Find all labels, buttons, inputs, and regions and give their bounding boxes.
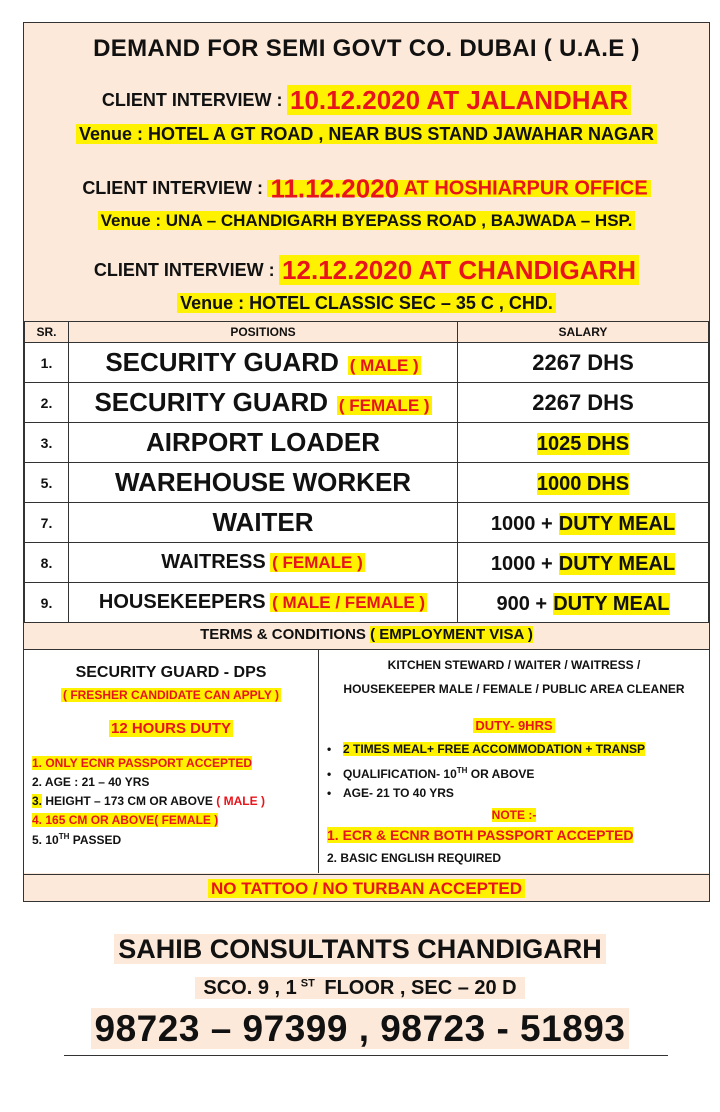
interview-date-where: 12.12.2020 AT CHANDIGARH: [279, 255, 639, 285]
venue-chandigarh: Venue : HOTEL CLASSIC SEC – 35 C , CHD.: [24, 293, 709, 314]
left-duty: 12 HOURS DUTY: [110, 720, 232, 737]
cond-female-height: 4. 165 CM OR ABOVE( FEMALE ): [32, 813, 219, 827]
interview-date-where: 10.12.2020 AT JALANDHAR: [287, 85, 631, 115]
row-sr: 7.: [25, 503, 69, 543]
row-sr: 5.: [25, 463, 69, 503]
interview-chandigarh: [24, 255, 709, 286]
company-name: SAHIB CONSULTANTS CHANDIGARH: [0, 934, 720, 965]
row-salary: 2267 DHS: [458, 383, 709, 423]
note-label: NOTE :-: [491, 808, 537, 822]
list-item: • AGE- 21 TO 40 YRS: [327, 782, 645, 804]
cond-passed: 5. 10TH PASSED: [32, 832, 122, 847]
row-salary: 1000 DHS: [458, 463, 709, 503]
footer-divider: [64, 1055, 668, 1056]
row-sr: 8.: [25, 543, 69, 583]
row-salary: 1025 DHS: [458, 423, 709, 463]
positions-table: [24, 321, 709, 623]
row-sr: 3.: [25, 423, 69, 463]
venue-jalandhar: Venue : HOTEL A GT ROAD , NEAR BUS STAND JAWAHAR NAGAR: [24, 124, 709, 145]
poster-frame: [23, 22, 710, 902]
table-row: [25, 503, 709, 543]
kitchen-staff-conditions: [319, 650, 709, 873]
note-item-1: 1. ECR & ECNR BOTH PASSPORT ACCEPTED: [327, 827, 634, 843]
left-subtitle: ( FRESHER CANDIDATE CAN APPLY ): [62, 688, 280, 702]
table-row: [25, 423, 709, 463]
table-row: [25, 543, 709, 583]
row-position: WAREHOUSE WORKER: [69, 463, 458, 503]
row-position: WAITER: [69, 503, 458, 543]
row-salary: 900 + DUTY MEAL: [458, 583, 709, 623]
table-header-row: [25, 322, 709, 343]
row-sr: 1.: [25, 343, 69, 383]
table-row: [25, 343, 709, 383]
interview-label: CLIENT INTERVIEW :: [82, 178, 263, 198]
interview-hoshiarpur: [24, 173, 709, 204]
table-row: [25, 583, 709, 623]
security-guard-conditions: [24, 650, 319, 873]
interview-jalandhar: [24, 85, 709, 116]
left-title: SECURITY GUARD - DPS: [75, 664, 267, 681]
restriction-banner: NO TATTOO / NO TURBAN ACCEPTED: [24, 874, 709, 903]
right-title-line1: KITCHEN STEWARD / WAITER / WAITRESS /: [387, 658, 641, 672]
cond-age: 2. AGE : 21 – 40 YRS: [32, 775, 150, 789]
row-salary: 1000 + DUTY MEAL: [458, 503, 709, 543]
row-position: AIRPORT LOADER: [69, 423, 458, 463]
table-row: [25, 383, 709, 423]
venue-hoshiarpur: Venue : UNA – CHANDIGARH BYEPASS ROAD , BAJWADA – HSP.: [24, 211, 709, 231]
company-address: SCO. 9 , 1 $^{ST}$ FLOOR , SEC – 20 D: [0, 977, 720, 1000]
row-position: SECURITY GUARD ( MALE ): [69, 343, 458, 383]
page-title: DEMAND FOR SEMI GOVT CO. DUBAI ( U.A.E ): [93, 35, 640, 62]
terms-heading: TERMS & CONDITIONS ( EMPLOYMENT VISA ): [24, 621, 709, 650]
right-duty: DUTY- 9HRS: [475, 718, 553, 733]
note-item-2: 2. BASIC ENGLISH REQUIRED: [327, 851, 502, 865]
header-sr: SR.: [25, 322, 69, 343]
contact-phones: 98723 – 97399 , 98723 - 51893: [0, 1008, 720, 1050]
table-row: [25, 463, 709, 503]
list-item: • 2 TIMES MEAL+ FREE ACCOMMODATION + TRANSP: [327, 738, 645, 760]
row-salary: 2267 DHS: [458, 343, 709, 383]
cond-height: 3. HEIGHT – 173 CM OR ABOVE ( MALE ): [32, 794, 265, 808]
row-position: SECURITY GUARD ( FEMALE ): [69, 383, 458, 423]
cond-ecnr: 1. ONLY ECNR PASSPORT ACCEPTED: [32, 756, 253, 770]
right-bullets: [327, 738, 645, 804]
row-position: HOUSEKEEPERS ( MALE / FEMALE ): [69, 583, 458, 623]
row-position: WAITRESS ( FEMALE ): [69, 543, 458, 583]
row-salary: 1000 + DUTY MEAL: [458, 543, 709, 583]
list-item: • QUALIFICATION- 10TH OR ABOVE: [327, 760, 645, 782]
header-positions: POSITIONS: [69, 322, 458, 343]
interview-date-where: 11.12.2020 AT HOSHIARPUR OFFICE: [267, 180, 650, 197]
row-sr: 2.: [25, 383, 69, 423]
interview-label: CLIENT INTERVIEW :: [101, 90, 283, 110]
row-sr: 9.: [25, 583, 69, 623]
right-title-line2: HOUSEKEEPER MALE / FEMALE / PUBLIC AREA CLEANER: [343, 682, 685, 696]
interview-label: CLIENT INTERVIEW :: [93, 260, 275, 280]
header-salary: SALARY: [458, 322, 709, 343]
